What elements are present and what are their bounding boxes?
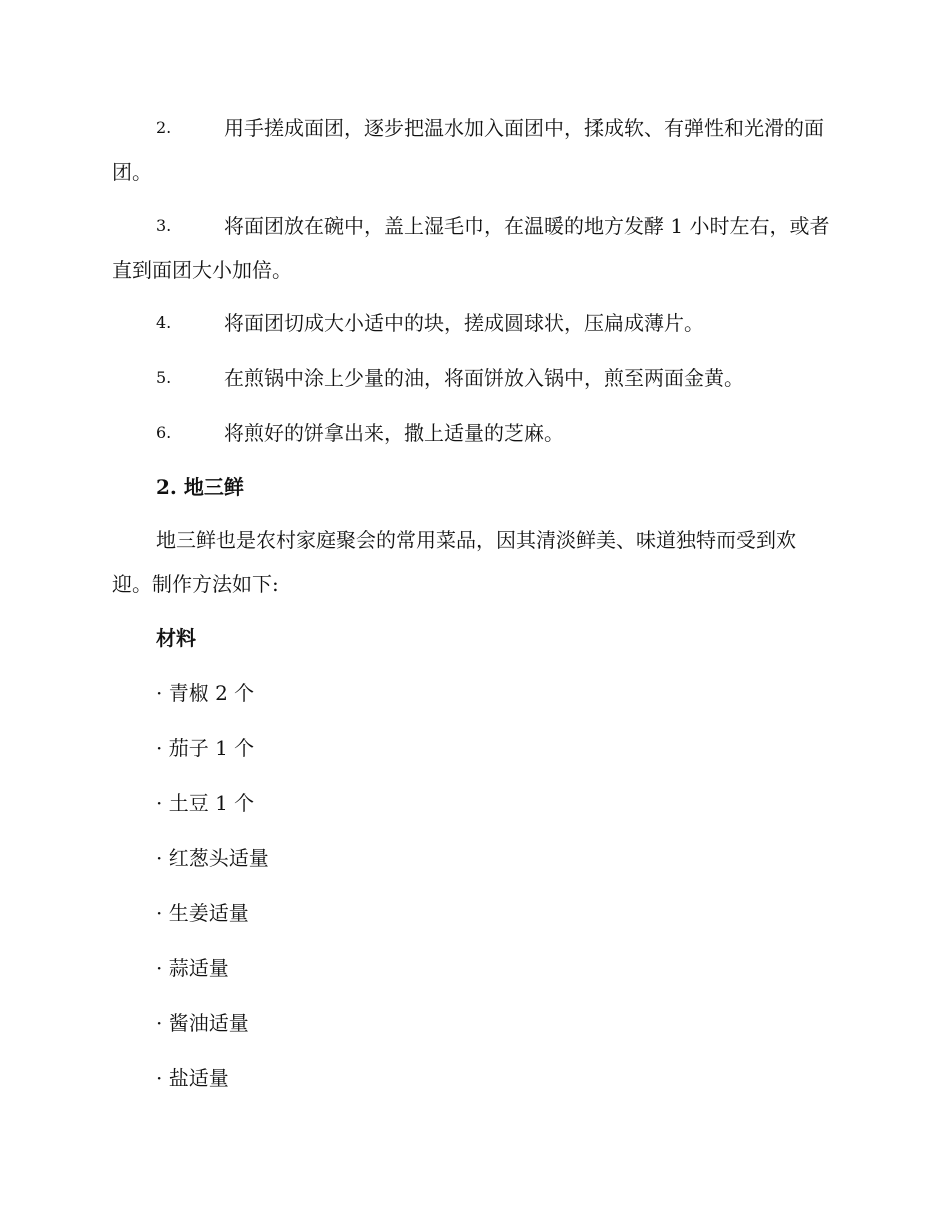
- step-3: [112, 204, 832, 292]
- step-number: 6.: [156, 423, 172, 442]
- step-number: 2.: [156, 118, 172, 137]
- material-item: · 茄子 1 个: [156, 736, 255, 760]
- step-number: 5.: [156, 368, 172, 387]
- step-6: [112, 411, 832, 455]
- step-4: [112, 301, 832, 345]
- step-number: 3.: [156, 216, 172, 235]
- material-item: · 生姜适量: [156, 901, 249, 925]
- step-text: 在煎锅中涂上少量的油，将面饼放入锅中，煎至两面金黄。: [224, 366, 744, 390]
- material-item: · 土豆 1 个: [156, 791, 255, 815]
- step-5: [112, 356, 832, 400]
- step-text: 用手搓成面团，逐步把温水加入面团中，揉成软、有弹性和光滑的面团。: [112, 116, 824, 184]
- material-item: · 酱油适量: [156, 1011, 249, 1035]
- material-item: · 红葱头适量: [156, 846, 269, 870]
- section-intro: 地三鲜也是农村家庭聚会的常用菜品，因其清淡鲜美、味道独特而受到欢迎。制作方法如下:: [112, 528, 796, 596]
- step-text: 将面团切成大小适中的块，搓成圆球状，压扁成薄片。: [224, 311, 704, 335]
- step-text: 将煎好的饼拿出来，撒上适量的芝麻。: [224, 421, 564, 445]
- materials-heading: 材料: [156, 626, 196, 650]
- section-title: 2. 地三鲜: [156, 475, 244, 499]
- material-item: · 蒜适量: [156, 956, 229, 980]
- material-item: · 青椒 2 个: [156, 681, 255, 705]
- step-number: 4.: [156, 313, 172, 332]
- step-2: [112, 106, 832, 194]
- step-text: 将面团放在碗中，盖上湿毛巾，在温暖的地方发酵 1 小时左右，或者直到面团大小加倍。: [112, 214, 830, 282]
- material-item: · 盐适量: [156, 1066, 229, 1090]
